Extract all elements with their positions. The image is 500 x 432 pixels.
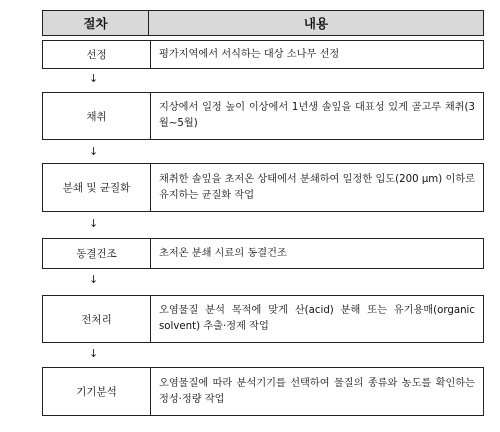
step-description — [150, 93, 483, 139]
step-label: 분쇄 및 균질화 — [43, 164, 151, 211]
procedure-row-pretreat — [42, 295, 484, 343]
step-label: 동결건조 — [43, 239, 151, 268]
description-text: 오염물질 분석 목적에 맞게 산(acid) 분해 또는 유기용매(organic solvent) 추출·정제 작업 — [159, 305, 475, 332]
step-label: 전처리 — [43, 296, 151, 342]
down-arrow-icon: ↓ — [89, 72, 99, 85]
step-description — [150, 41, 483, 68]
step-description — [150, 368, 483, 415]
description-text: 오염물질에 따라 분석기기를 선택하여 물질의 종류와 농도를 확인하는 정성·정량 작업 — [159, 377, 475, 405]
description-text: 지상에서 일정 높이 이상에서 1년생 솔잎을 대표성 있게 골고루 채취(3월~5월) — [159, 102, 475, 129]
procedure-row-collect — [42, 92, 484, 140]
procedure-row-grind — [42, 163, 484, 212]
down-arrow-icon: ↓ — [89, 347, 99, 360]
down-arrow-icon: ↓ — [89, 145, 99, 158]
procedure-row-select — [42, 40, 484, 69]
step-description — [150, 164, 483, 211]
down-arrow-icon: ↓ — [89, 273, 99, 286]
procedure-row-freeze-dry — [42, 238, 484, 269]
description-text: 초저온 분쇄 시료의 동결건조 — [159, 247, 287, 259]
header-content: 내용 — [149, 10, 484, 36]
step-label: 기기분석 — [43, 368, 151, 415]
header-step: 절차 — [42, 10, 149, 36]
step-description — [150, 296, 483, 342]
description-text: 평가지역에서 서식하는 대상 소나무 선정 — [159, 48, 340, 60]
description-text: 채취한 솔잎을 초저온 상태에서 분쇄하여 일정한 입도(200 μm) 이하로 유지하는 균질화 작업 — [159, 173, 475, 201]
procedure-row-instrument — [42, 367, 484, 416]
down-arrow-icon: ↓ — [89, 217, 99, 230]
step-label: 채취 — [43, 93, 151, 139]
step-label: 선정 — [43, 41, 151, 68]
step-description — [150, 239, 483, 268]
